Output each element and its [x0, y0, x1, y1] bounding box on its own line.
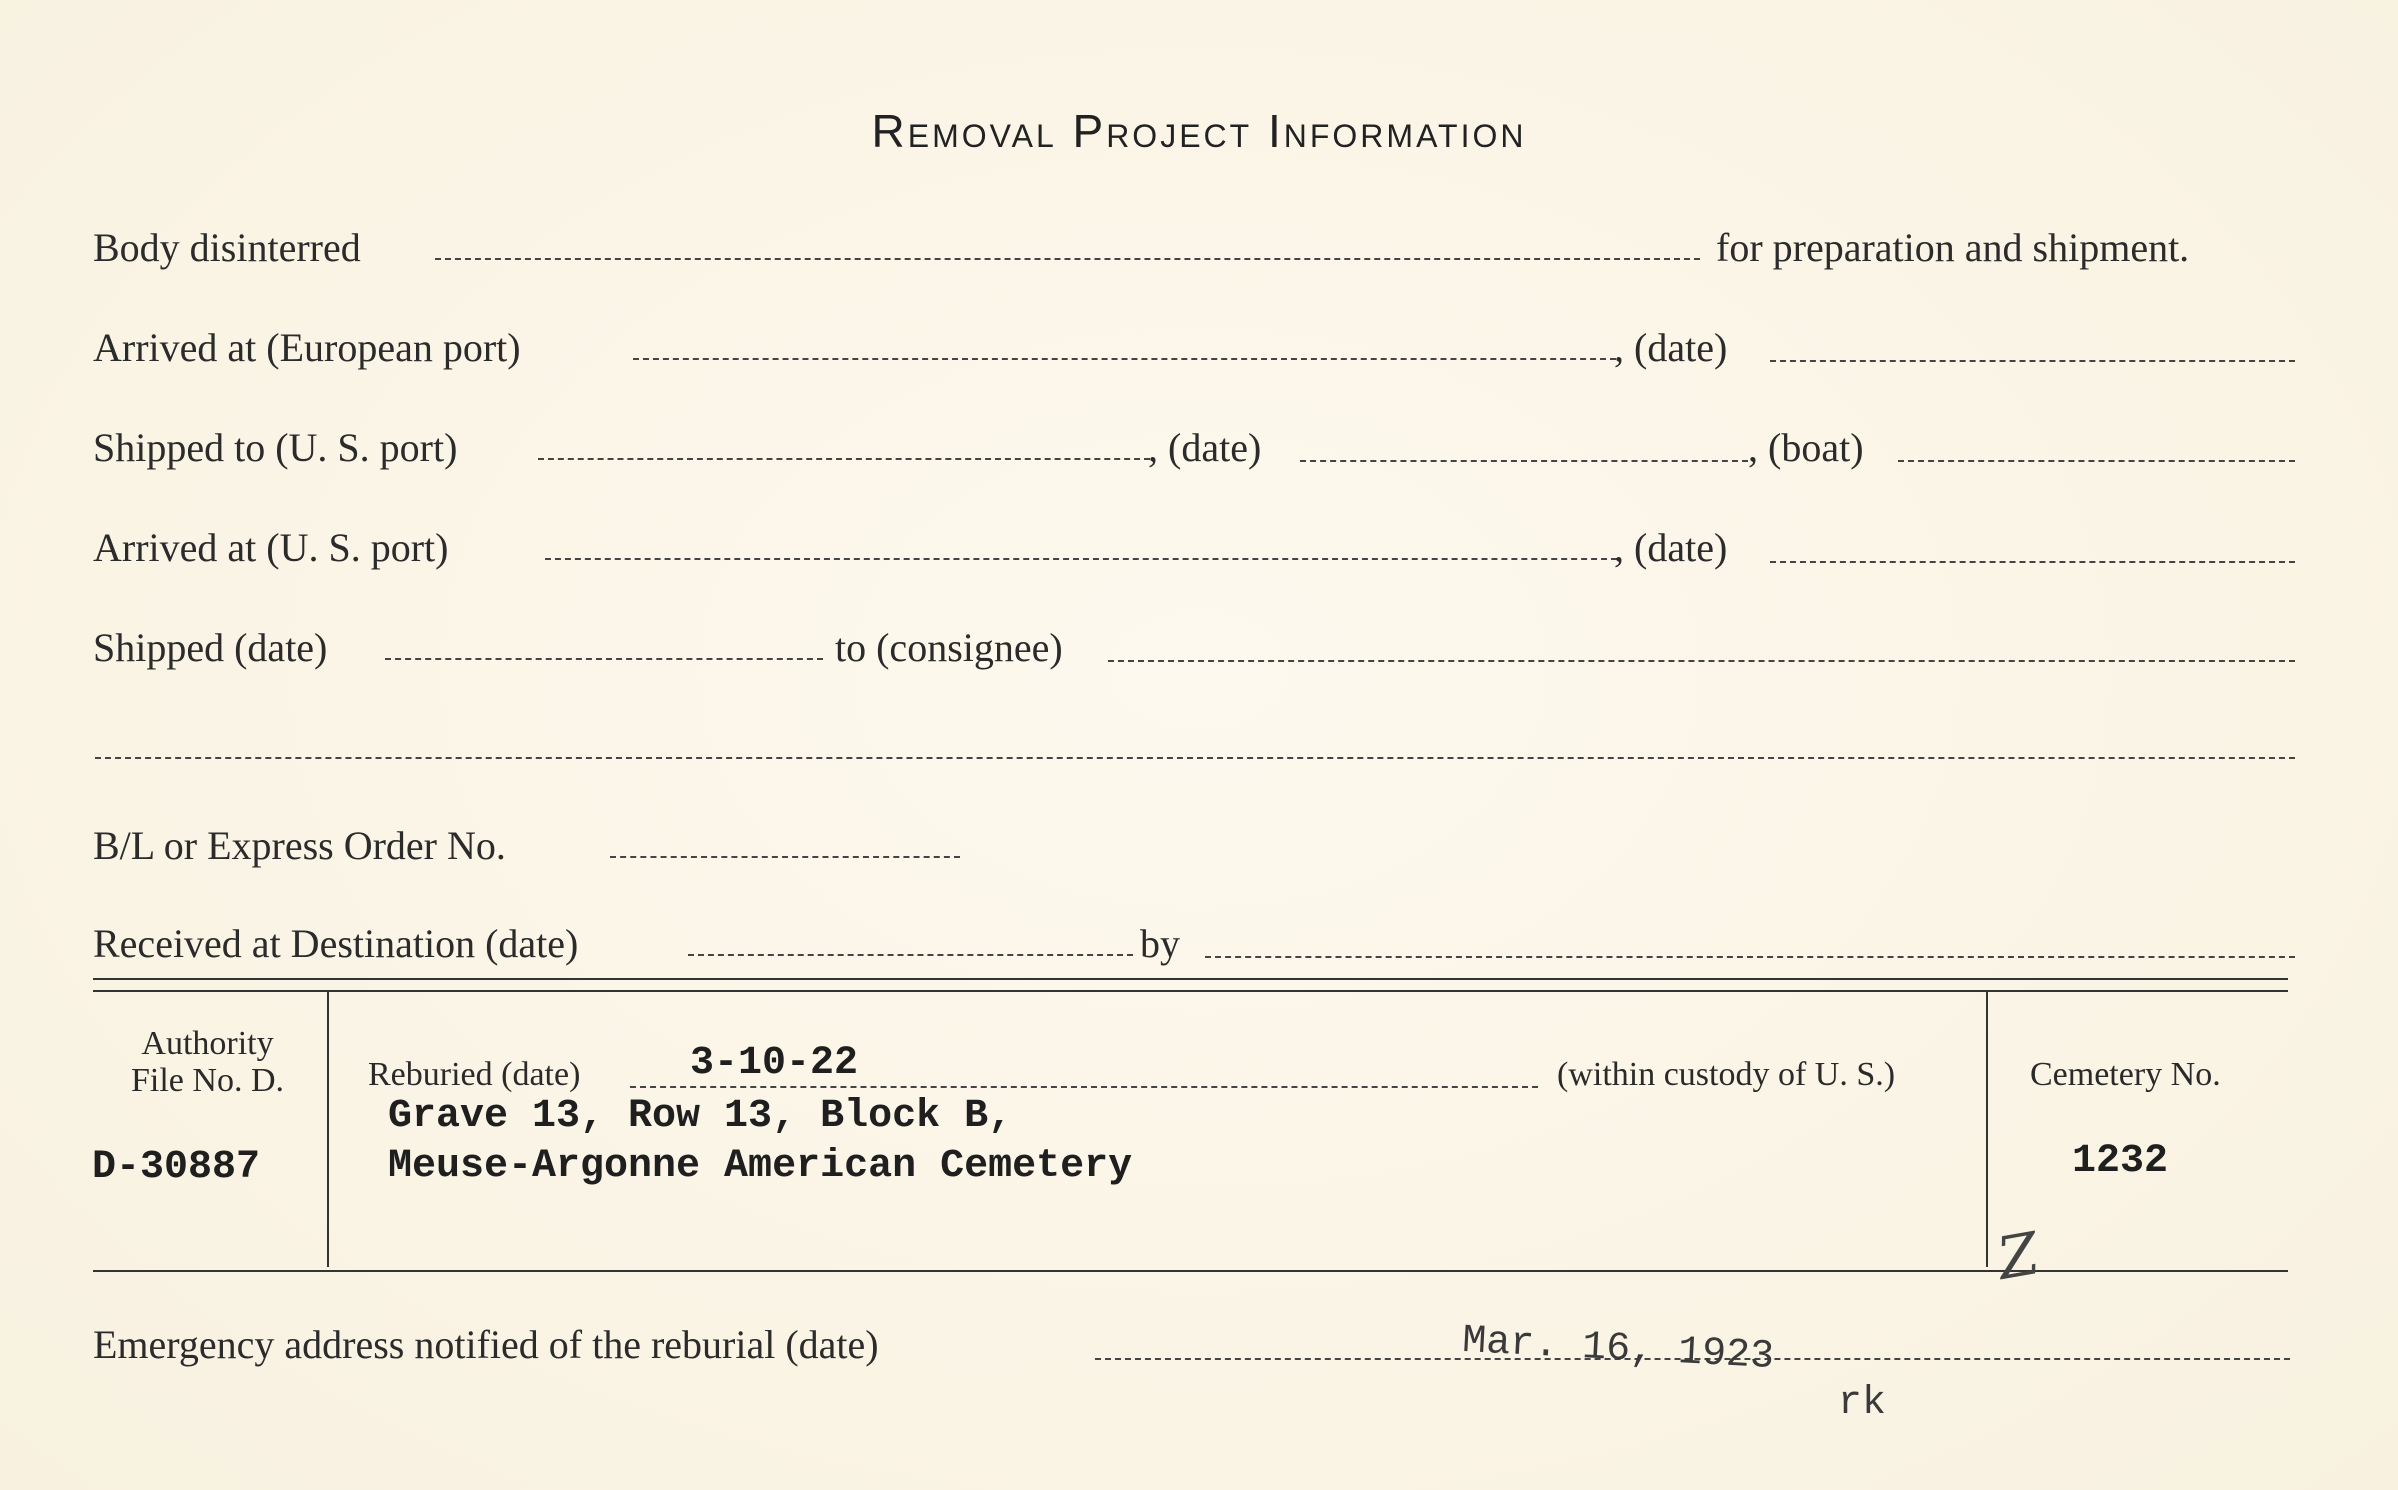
body-disinterred-label: Body disinterred	[93, 225, 361, 270]
arrived-european-date-label: , (date)	[1614, 325, 1728, 370]
consignee-continuation-line	[95, 757, 2295, 759]
body-disinterred-line	[435, 258, 1700, 260]
arrived-us-port-label: Arrived at (U. S. port)	[93, 525, 449, 570]
reburied-date-line	[630, 1086, 1538, 1088]
box-top-rule-2	[93, 990, 2288, 992]
shipped-us-boat-line	[1898, 460, 2295, 462]
shipped-us-date-line	[1300, 460, 1748, 462]
handwritten-initial: Z	[1992, 1219, 2044, 1293]
reburied-label: Reburied (date)	[368, 1056, 581, 1093]
received-by-line	[1205, 956, 2295, 958]
body-disinterred-suffix: for preparation and shipment.	[1716, 225, 2190, 270]
emergency-date-stamp: Mar. 16, 1923	[1461, 1318, 1776, 1381]
box-top-rule-1	[93, 978, 2288, 980]
arrived-us-date-label: , (date)	[1614, 525, 1728, 570]
arrived-european-label: Arrived at (European port)	[93, 325, 521, 370]
consignee-label: to (consignee)	[835, 625, 1063, 670]
consignee-line	[1108, 660, 2295, 662]
arrived-european-line	[633, 358, 1616, 360]
shipped-date-label: Shipped (date)	[93, 625, 328, 670]
bl-order-label: B/L or Express Order No.	[93, 823, 506, 868]
custody-label: (within custody of U. S.)	[1557, 1056, 1896, 1093]
shipped-us-port-label: Shipped to (U. S. port)	[93, 425, 458, 470]
shipped-date-line	[385, 658, 823, 660]
arrived-us-date-line	[1770, 561, 2295, 563]
location-line-2: Meuse-Argonne American Cemetery	[388, 1144, 1133, 1189]
cemetery-number: 1232	[2072, 1139, 2169, 1184]
shipped-us-port-line	[538, 458, 1150, 460]
authority-file-number: D-30887	[92, 1145, 261, 1190]
box-divider-right	[1986, 992, 1988, 1267]
location-line-1: Grave 13, Row 13, Block B,	[388, 1094, 1013, 1139]
emergency-initials: rk	[1838, 1381, 1887, 1426]
shipped-us-date-label: , (date)	[1148, 425, 1262, 470]
bl-order-line	[610, 856, 960, 858]
emergency-label: Emergency address notified of the reburial (date)	[93, 1322, 879, 1367]
received-by-label: by	[1140, 921, 1180, 966]
box-bottom-rule	[93, 1270, 2288, 1272]
box-divider-left	[327, 992, 329, 1267]
reburied-date: 3-10-22	[690, 1041, 859, 1086]
arrived-european-date-line	[1770, 360, 2295, 362]
authority-label: Authority File No. D.	[131, 1025, 284, 1100]
received-label: Received at Destination (date)	[93, 921, 579, 966]
card-title: Removal Project Information	[871, 105, 1527, 157]
cemetery-label: Cemetery No.	[2030, 1056, 2221, 1093]
shipped-us-boat-label: , (boat)	[1748, 425, 1864, 470]
received-date-line	[688, 954, 1133, 956]
arrived-us-port-line	[545, 558, 1617, 560]
